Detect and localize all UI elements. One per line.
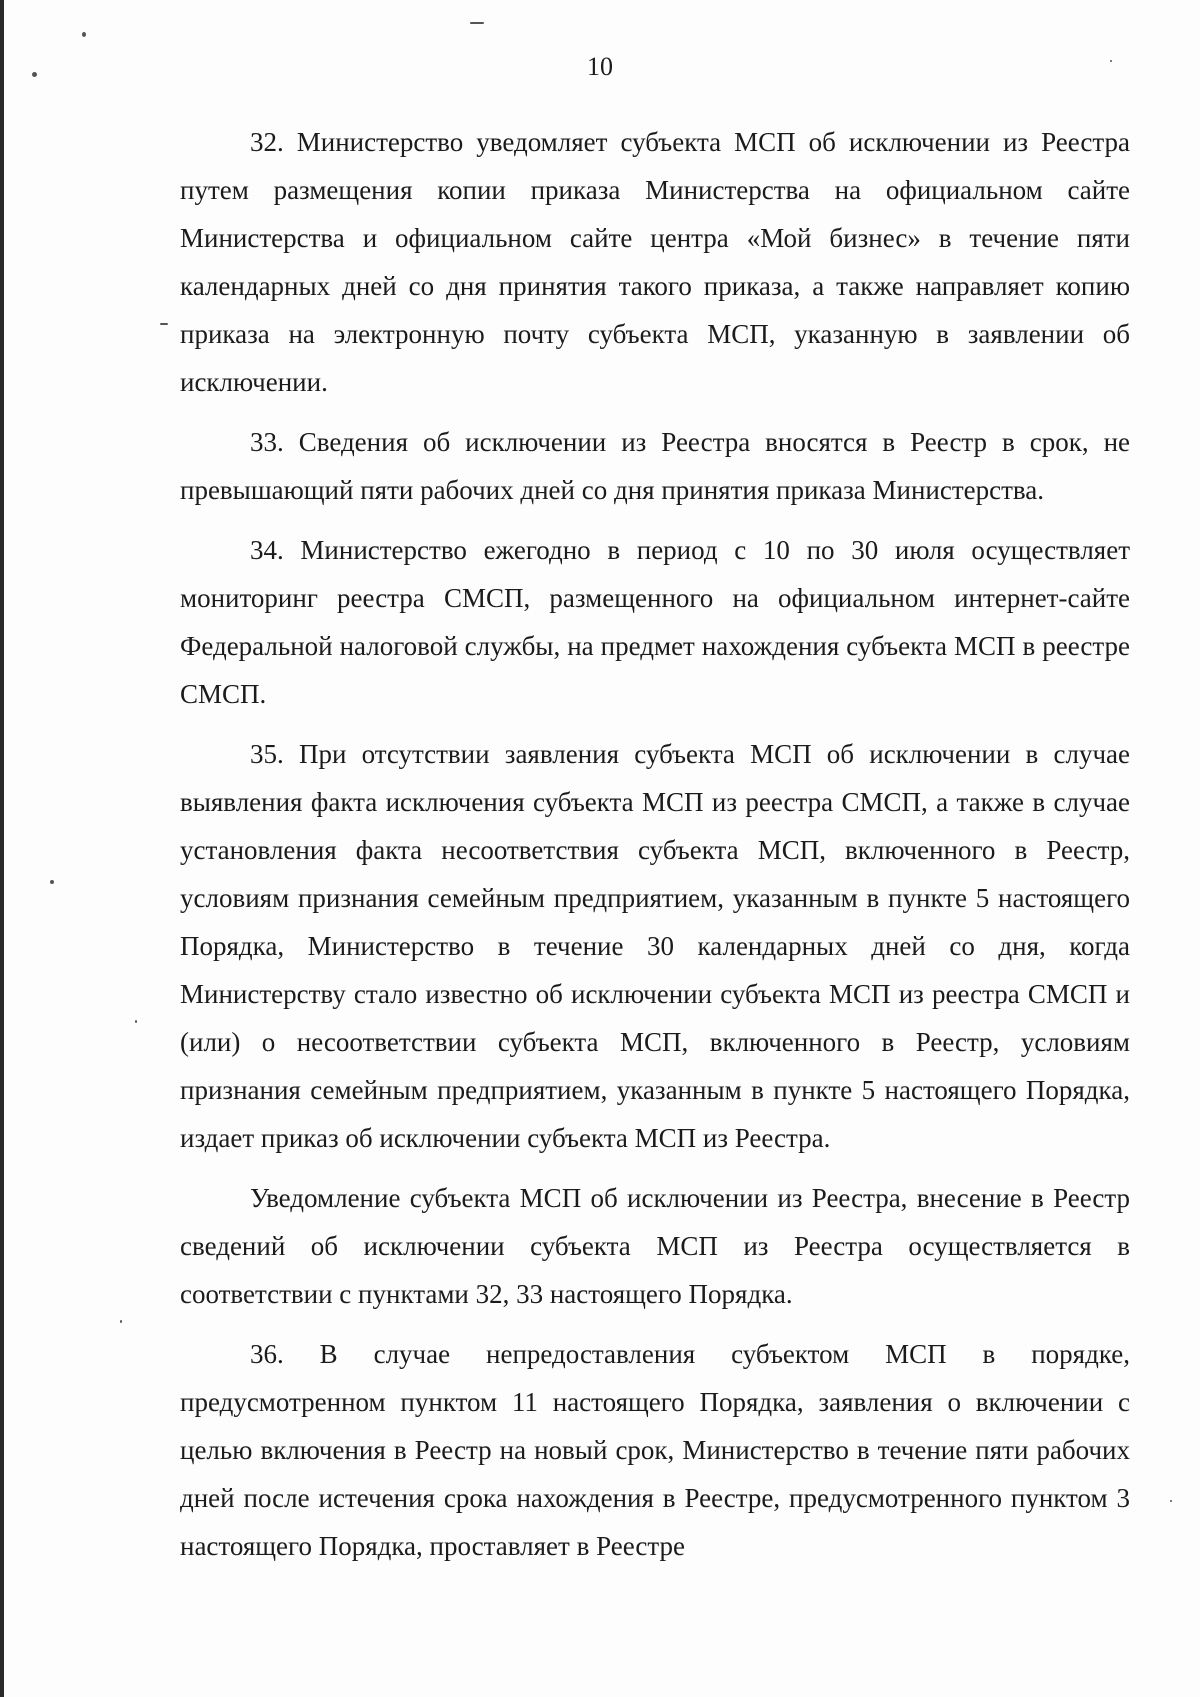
paragraph-34: 34. Министерство ежегодно в период с 10 по 30 июля осуществляет мониторинг реестра СМСП, размещенного на официальном интернет-сайте Федеральной налоговой службы, на предмет нахождения субъекта МСП в реестре СМСП. (180, 535, 1130, 709)
scan-speck (50, 880, 54, 884)
document-body (180, 118, 1130, 1582)
paragraph-36: 36. В случае непредоставления субъектом МСП в порядке, предусмотренном пунктом 11 настоящего Порядка, заявления о включении с целью включения в Реестр на новый срок, Министерство в течение пяти рабочих дней после истечения срока нахождения в Реестре, предусмотренного пунктом 3 настоящего Порядка, проставляет в Реестре (180, 1339, 1130, 1561)
paragraph-32: 32. Министерство уведомляет субъекта МСП об исключении из Реестра путем размещения копии приказа Министерства на официальном сайте Министерства и официальном сайте центра «Мой бизнес» в течение пяти календарных дней со дня принятия такого приказа, а также направляет копию приказа на электронную почту субъекта МСП, указанную в заявлении об исключении. (180, 127, 1130, 397)
scan-speck (120, 1320, 122, 1323)
scan-speck (470, 22, 484, 24)
page-number: 10 (587, 52, 613, 81)
scan-left-edge (0, 0, 4, 1697)
scan-speck (82, 32, 86, 37)
paragraph-35-notice: Уведомление субъекта МСП об исключении из Реестра, внесение в Реестр сведений об исключении субъекта МСП из Реестра осуществляется в соответствии с пунктами 32, 33 настоящего Порядка. (180, 1183, 1130, 1309)
scan-speck (160, 323, 168, 325)
paragraph-35: 35. При отсутствии заявления субъекта МСП об исключении в случае выявления факта исключения субъекта МСП из реестра СМСП, а также в случае установления факта несоответствия субъекта МСП, включенного в Реестр, условиям признания семейным предприятием, указанным в пункте 5 настоящего Порядка, Министерство в течение 30 календарных дней со дня, когда Министерству стало известно об исключении субъекта МСП из реестра СМСП и (или) о несоответствии субъекта МСП, включенного в Реестр, условиям признания семейным предприятием, указанным в пункте 5 настоящего Порядка, издает приказ об исключении субъекта МСП из Реестра. (180, 739, 1130, 1153)
paragraph-33: 33. Сведения об исключении из Реестра вносятся в Реестр в срок, не превышающий пяти рабочих дней со дня принятия приказа Министерства. (180, 427, 1130, 505)
scan-speck (135, 1020, 137, 1023)
scan-speck (1170, 1500, 1172, 1502)
